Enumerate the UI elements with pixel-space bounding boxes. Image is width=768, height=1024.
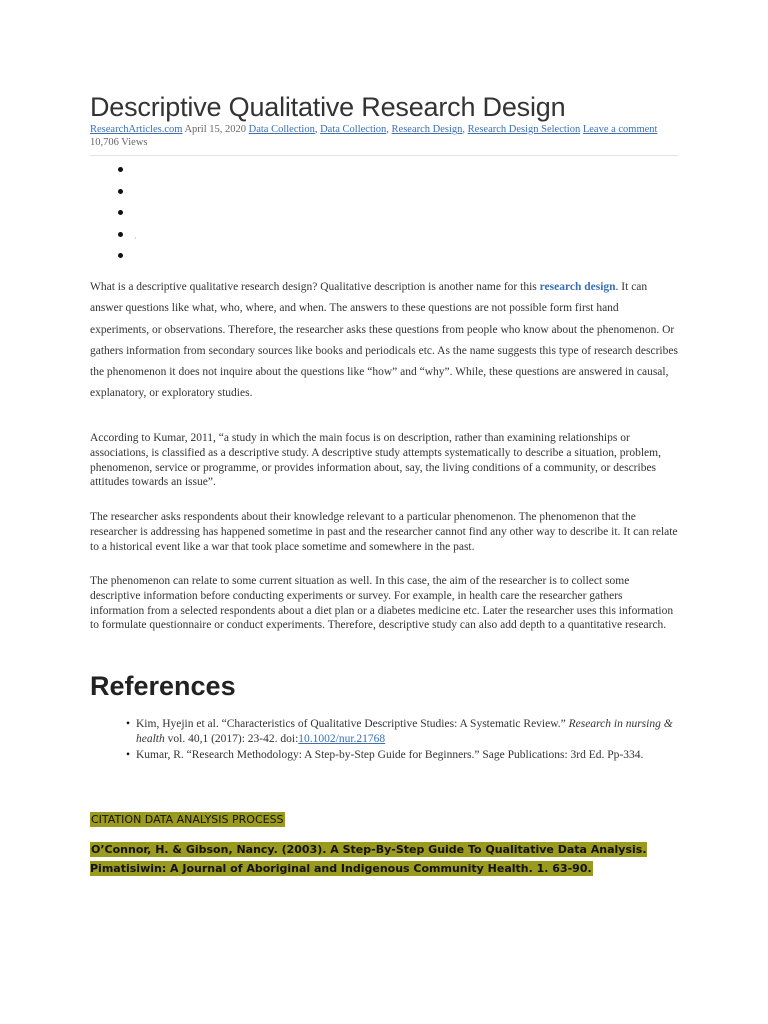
reference-item xyxy=(126,748,678,763)
category-link[interactable]: Data Collection xyxy=(248,124,315,135)
reference-details: vol. 40,1 (2017): 23-42. doi: xyxy=(164,732,299,745)
category-link[interactable]: Research Design Selection xyxy=(467,124,581,135)
reference-text: Kim, Hyejin et al. “Characteristics of Qualitative Descriptive Studies: A Systematic Review.” xyxy=(136,718,569,730)
article-meta: ResearchArticles.com April 15, 2020 Data Collection, Data Collection, Research Design, Research Design Selection Leave a comment 10,706 Views xyxy=(90,124,658,148)
paragraph-current-phenomenon: The phenomenon can relate to some current situation as well. In this case, the aim of the researcher is to collect some descriptive information before conducting experiments or survey. For example, in health care the researcher gathers information from a selected respondents about a diet plan or a diabetes medicine etc. Later the researcher uses this information to formulate questionnaire or conduct experiments. Therefore, descriptive study can also add depth to a quantitative research. xyxy=(90,575,674,632)
leave-comment-link[interactable]: Leave a comment xyxy=(582,124,658,135)
doi-link[interactable]: 10.1002/nur.21768 xyxy=(298,732,386,745)
page-title: Descriptive Qualitative Research Design xyxy=(90,92,566,122)
category-link[interactable]: Research Design xyxy=(391,124,463,135)
citation-text xyxy=(90,840,682,878)
references-list xyxy=(126,717,678,763)
paragraph-past-phenomenon: The researcher asks respondents about their knowledge relevant to a particular phenomenon. The phenomenon that the researcher is addressing has happened sometime in past and the researcher cannot find any other way to describe it. It can relate to a historical event like a war that took place sometime and somewhere in the past. xyxy=(90,511,678,553)
share-mark: · xyxy=(134,233,137,243)
reference-text: Kumar, R. “Research Methodology: A Step-by-Step Guide for Beginners.” Sage Publications: 3rd Ed. Pp-334. xyxy=(136,748,644,761)
post-date: April 15, 2020 xyxy=(184,124,247,135)
research-design-link[interactable]: research design xyxy=(539,281,616,293)
reference-journal: Research in nursing & health xyxy=(136,718,673,745)
intro-paragraph xyxy=(90,277,678,405)
citation-highlight: O’Connor, H. & Gibson, Nancy. (2003). A Step-By-Step Guide To Qualitative Data Analysis. Pimatisiwin: A Journal of Aboriginal and Indigenous Community Health. 1. 63-90. xyxy=(90,843,647,875)
intro-text: What is a descriptive qualitative research design? Qualitative description is another name for this xyxy=(90,281,540,293)
view-count: 10,706 Views xyxy=(90,136,148,148)
citation-heading xyxy=(90,811,285,828)
reference-item xyxy=(126,717,678,747)
category-link[interactable]: Data Collection xyxy=(320,124,387,135)
paragraph-kumar-quote: According to Kumar, 2011, “a study in which the main focus is on description, rather than examining relationships or associations, is classified as a descriptive study. A descriptive study attempts systematically to describe a situation, problem, phenomenon, service or programme, or provides information about, say, the living conditions of a community, or describes attitudes towards an issue”. xyxy=(90,432,661,489)
citation-heading-text: CITATION DATA ANALYSIS PROCESS xyxy=(91,813,284,826)
divider xyxy=(90,155,678,156)
references-heading: References xyxy=(90,671,236,701)
intro-text-rest: . It can answer questions like what, who, where, and when. The answers to these questions are not possible form first hand experiments, or observations. Therefore, the researcher asks these questions from people who know about the phenomenon. Or gathers information from secondary sources like books and periodicals etc. As the name suggests this type of research describes the phenomenon it does not inquire about the questions like “how” and “why”. While, these questions are answered in causal, explanatory, or exploratory studies. xyxy=(90,281,678,400)
author-link[interactable]: ResearchArticles.com xyxy=(90,124,183,135)
